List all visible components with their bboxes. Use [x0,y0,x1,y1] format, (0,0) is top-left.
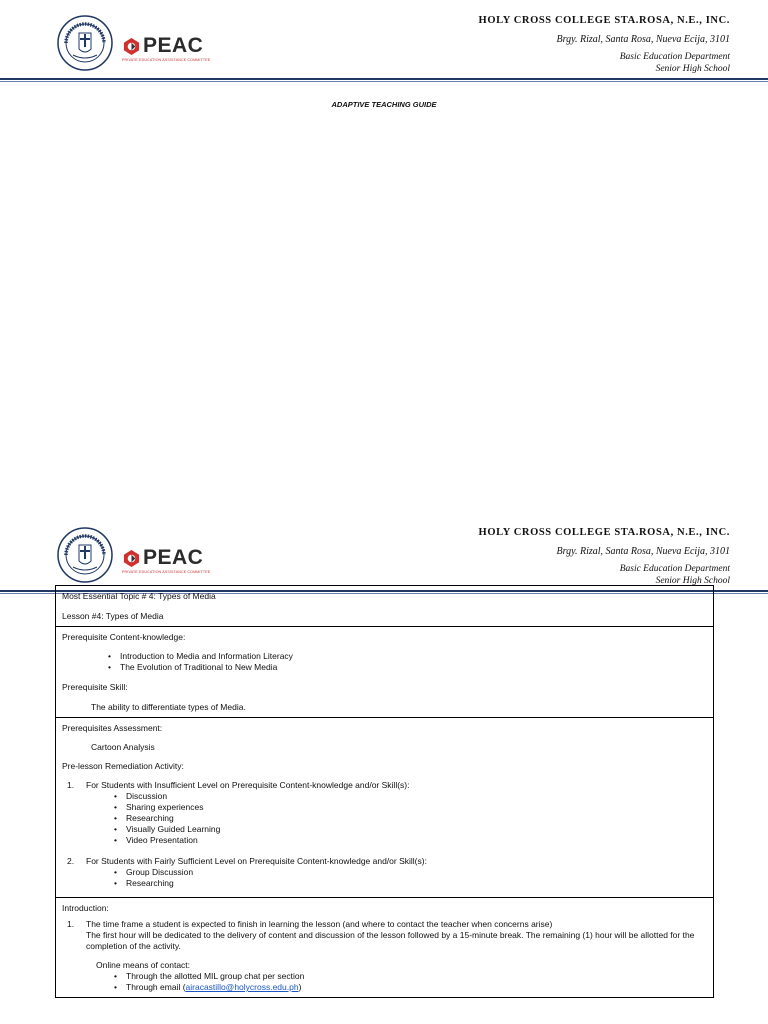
intro-number: 1. [67,919,75,929]
assessment-text: Cartoon Analysis [91,742,155,752]
group-heading: For Students with Fairly Sufficient Level on Prerequisite Content-knowledge and/or Skill(s): [86,856,427,866]
list-item: • The Evolution of Traditional to New Media [120,662,707,673]
school-address: Brgy. Rizal, Santa Rosa, Nueva Ecija, 3101 [556,546,730,557]
list-item: • Introduction to Media and Information Literacy [120,651,707,662]
teaching-guide-table [55,585,714,998]
intro-line-2: The first hour will be dedicated to the delivery of content and discussion of the lesson followed by a 15-minute break. The remaining (1) hour will be allotted for the completion of the activity. [86,930,695,951]
peac-logo-icon [122,37,141,56]
peac-subtitle: PRIVATE EDUCATION ASSISTANCE COMMITTEE [122,58,211,62]
header-rule-thin [0,81,768,82]
list-item: • Researching [126,878,707,889]
list-item: • Video Presentation [126,835,707,846]
school-level: Senior High School [655,64,730,74]
school-name: HOLY CROSS COLLEGE STA.ROSA, N.E., INC. [478,15,730,26]
contact-email-link[interactable]: airacastillo@holycross.edu.ph [185,982,299,992]
topic-row [56,586,713,626]
school-info [479,15,730,75]
list-item: • Visually Guided Learning [126,824,707,835]
school-info [479,527,730,587]
list-item: • Group Discussion [126,867,707,878]
prereq-skill-label: Prerequisite Skill: [62,682,128,692]
topic-text: Most Essential Topic # 4: Types of Media [62,591,216,601]
group-list [86,867,707,889]
prereq-content-label: Prerequisite Content-knowledge: [62,632,186,642]
school-address: Brgy. Rizal, Santa Rosa, Nueva Ecija, 3101 [556,34,730,45]
contact-list [86,971,707,993]
letterhead [0,0,768,82]
lesson-text: Lesson #4: Types of Media [62,611,164,621]
remediation-group-1 [62,780,707,846]
page-2 [0,512,768,1024]
introduction-row [56,897,713,997]
guide-title: ADAPTIVE TEACHING GUIDE [331,100,437,109]
intro-item [62,919,707,993]
list-item [126,982,707,993]
group-list [86,791,707,846]
assessment-row [56,717,713,897]
group-number: 2. [67,856,75,866]
email-prefix: Through email ( [126,982,186,992]
peac-logo-icon [122,549,141,568]
letterhead [0,512,768,594]
contact-label: Online means of contact: [96,960,191,970]
remediation-group-2 [62,856,707,889]
prereq-skill-text: The ability to differentiate types of Media. [91,702,246,712]
assessment-label: Prerequisites Assessment: [62,723,163,733]
list-item: • Through the allotted MIL group chat per section [126,971,707,982]
school-seal-icon [57,527,113,583]
intro-label: Introduction: [62,903,109,913]
school-department: Basic Education Department [619,564,730,574]
intro-line-1: The time frame a student is expected to finish in learning the lesson (and where to contact the teacher when concerns arise) [86,919,553,929]
school-level: Senior High School [655,576,730,586]
header-rule [0,78,768,80]
peac-subtitle: PRIVATE EDUCATION ASSISTANCE COMMITTEE [122,570,211,574]
peac-logo [122,34,211,65]
school-name: HOLY CROSS COLLEGE STA.ROSA, N.E., INC. [478,527,730,538]
list-item: • Researching [126,813,707,824]
peac-wordmark: PEAC [143,546,204,569]
email-suffix: ) [298,982,302,992]
school-seal-icon [57,15,113,71]
list-item: • Sharing experiences [126,802,707,813]
group-heading: For Students with Insufficient Level on Prerequisite Content-knowledge and/or Skill(s): [86,780,410,790]
group-number: 1. [67,780,75,790]
school-department: Basic Education Department [619,52,730,62]
prerequisites-row [56,626,713,717]
remediation-label: Pre-lesson Remediation Activity: [62,761,184,771]
peac-logo [122,546,211,577]
list-item: • Discussion [126,791,707,802]
peac-wordmark: PEAC [143,34,204,57]
prereq-content-list [62,651,707,673]
